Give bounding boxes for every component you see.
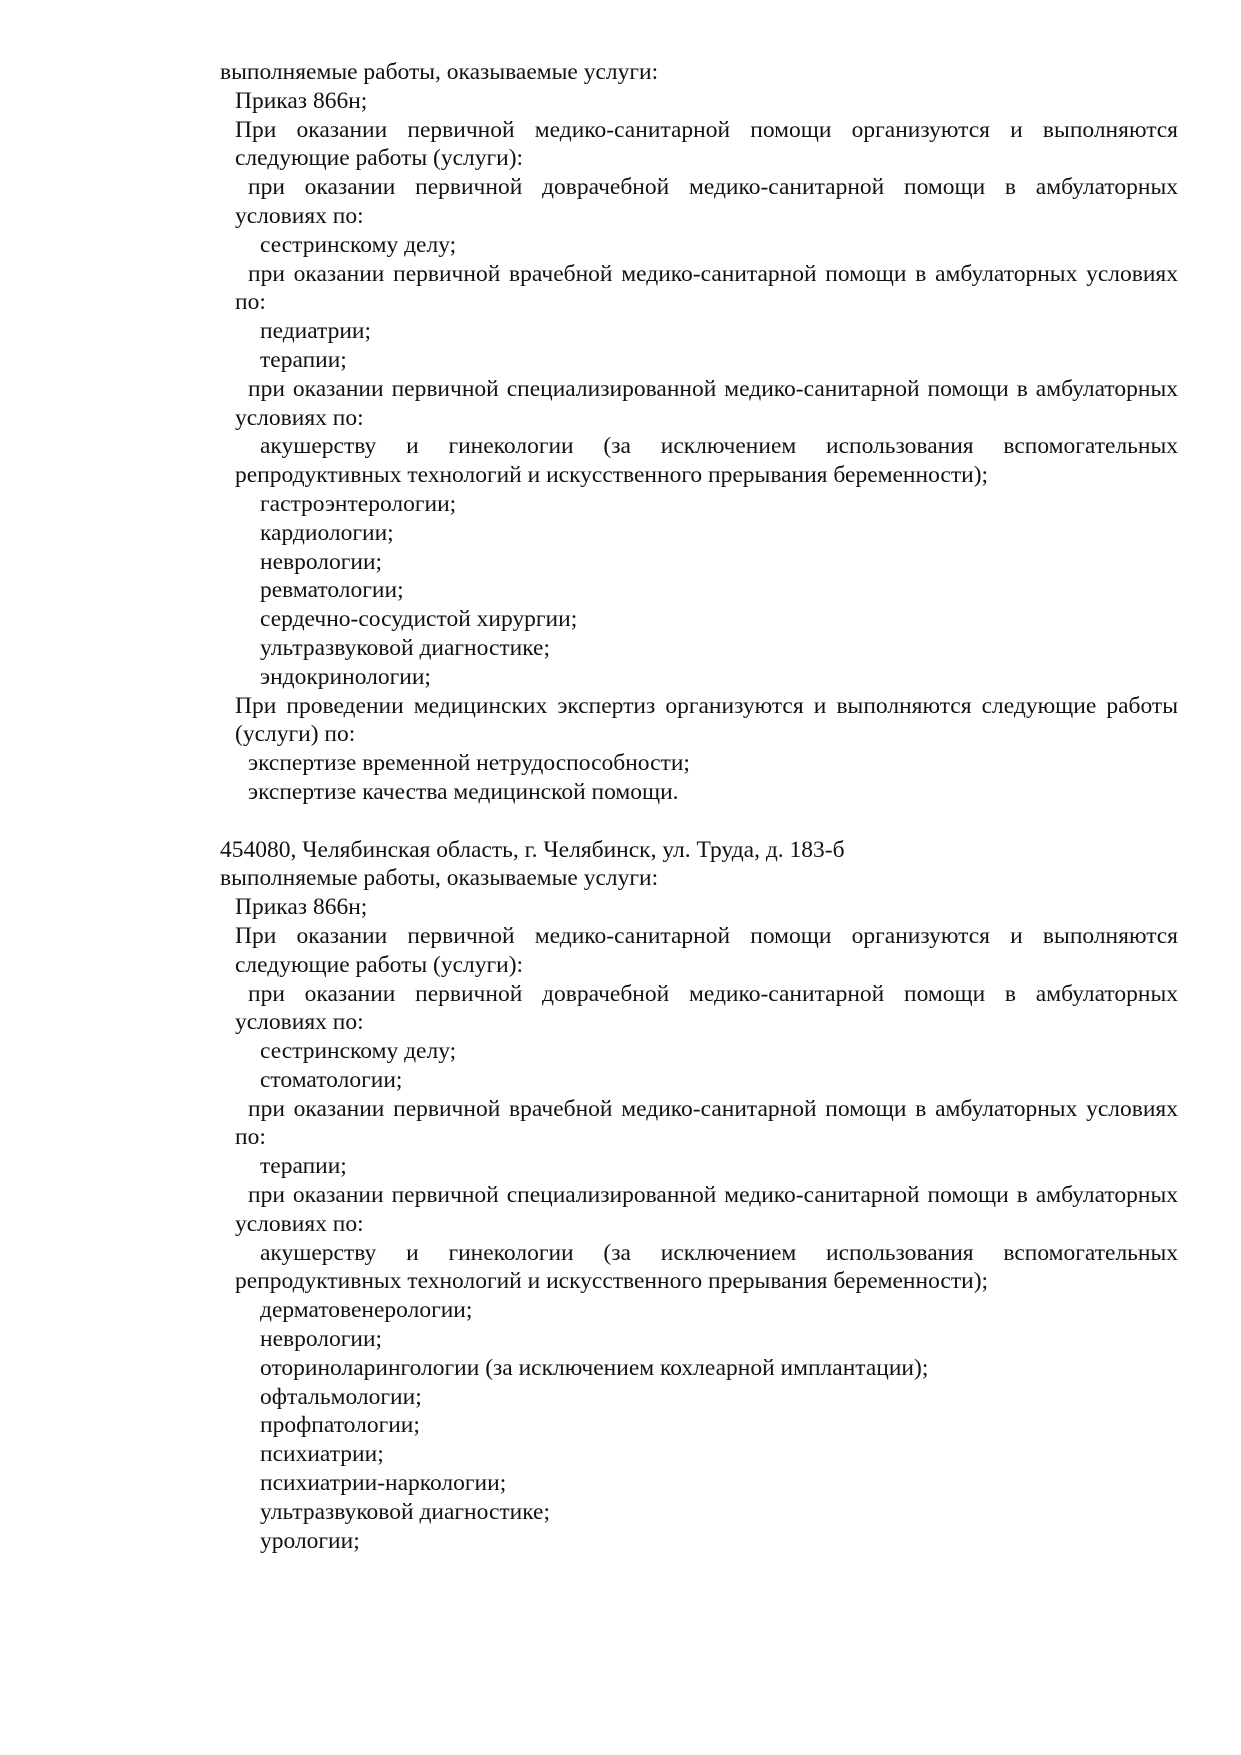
paragraph: психиатрии; (260, 1441, 384, 1468)
paragraph: акушерству и гинекологии (за исключением использования вспомогательных репродуктивных технологий и искусственного прерывания беременности); (235, 433, 1178, 489)
document-page (220, 58, 1178, 1555)
paragraph: психиатрии-наркологии; (260, 1470, 507, 1497)
paragraph: терапии; (260, 1153, 347, 1180)
paragraph: ревматологии; (260, 577, 404, 604)
paragraph: гастроэнтерологии; (260, 490, 457, 517)
section-heading-line: выполняемые работы, оказываемые услуги: (220, 865, 659, 892)
paragraph: При проведении медицинских экспертиз организуются и выполняются следующие работы (услуги) по: (235, 692, 1178, 748)
paragraph: профпатологии; (260, 1412, 420, 1439)
paragraph: при оказании первичной врачебной медико-санитарной помощи в амбулаторных условиях по: (235, 260, 1178, 316)
paragraph: при оказании первичной доврачебной медико-санитарной помощи в амбулаторных условиях по: (235, 980, 1178, 1036)
paragraph: офтальмологии; (260, 1383, 422, 1410)
paragraph: экспертизе качества медицинской помощи. (248, 778, 679, 805)
paragraph: Приказ 866н; (235, 87, 368, 114)
paragraph: при оказании первичной специализированной медико-санитарной помощи в амбулаторных условиях по: (235, 375, 1178, 431)
paragraph: сестринскому делу; (260, 1038, 457, 1065)
paragraph: оториноларингологии (за исключением кохлеарной имплантации); (260, 1354, 929, 1381)
paragraph: неврологии; (260, 548, 383, 575)
paragraph: урологии; (260, 1527, 360, 1554)
paragraph: акушерству и гинекологии (за исключением использования вспомогательных репродуктивных технологий и искусственного прерывания беременности); (235, 1239, 1178, 1295)
paragraph: при оказании первичной доврачебной медико-санитарной помощи в амбулаторных условиях по: (235, 174, 1178, 229)
paragraph: эндокринологии; (260, 663, 431, 690)
paragraph: При оказании первичной медико-санитарной помощи организуются и выполняются следующие работы (услуги): (235, 922, 1178, 978)
paragraph: ультразвуковой диагностике; (260, 1498, 551, 1525)
paragraph: при оказании первичной врачебной медико-санитарной помощи в амбулаторных условиях по: (235, 1095, 1178, 1151)
paragraph: дерматовенерологии; (260, 1297, 473, 1324)
paragraph: неврологии; (260, 1326, 383, 1353)
paragraph: стоматологии; (260, 1066, 403, 1093)
document-section (220, 836, 1178, 1556)
paragraph: при оказании первичной специализированной медико-санитарной помощи в амбулаторных условиях по: (235, 1182, 1178, 1237)
paragraph: экспертизе временной нетрудоспособности; (248, 750, 690, 777)
document-section (220, 58, 1178, 807)
paragraph: ультразвуковой диагностике; (260, 634, 551, 661)
paragraph: сестринскому делу; (260, 231, 457, 258)
paragraph: педиатрии; (260, 318, 372, 345)
paragraph: Приказ 866н; (235, 894, 368, 921)
section-heading-line: выполняемые работы, оказываемые услуги: (220, 59, 659, 85)
paragraph: сердечно-сосудистой хирургии; (260, 606, 578, 633)
paragraph: кардиологии; (260, 519, 394, 546)
paragraph: терапии; (260, 346, 347, 373)
paragraph: При оказании первичной медико-санитарной помощи организуются и выполняются следующие работы (услуги): (235, 116, 1178, 172)
section-spacer (235, 807, 1178, 836)
section-heading-line: 454080, Челябинская область, г. Челябинск, ул. Труда, д. 183-б (220, 836, 845, 863)
